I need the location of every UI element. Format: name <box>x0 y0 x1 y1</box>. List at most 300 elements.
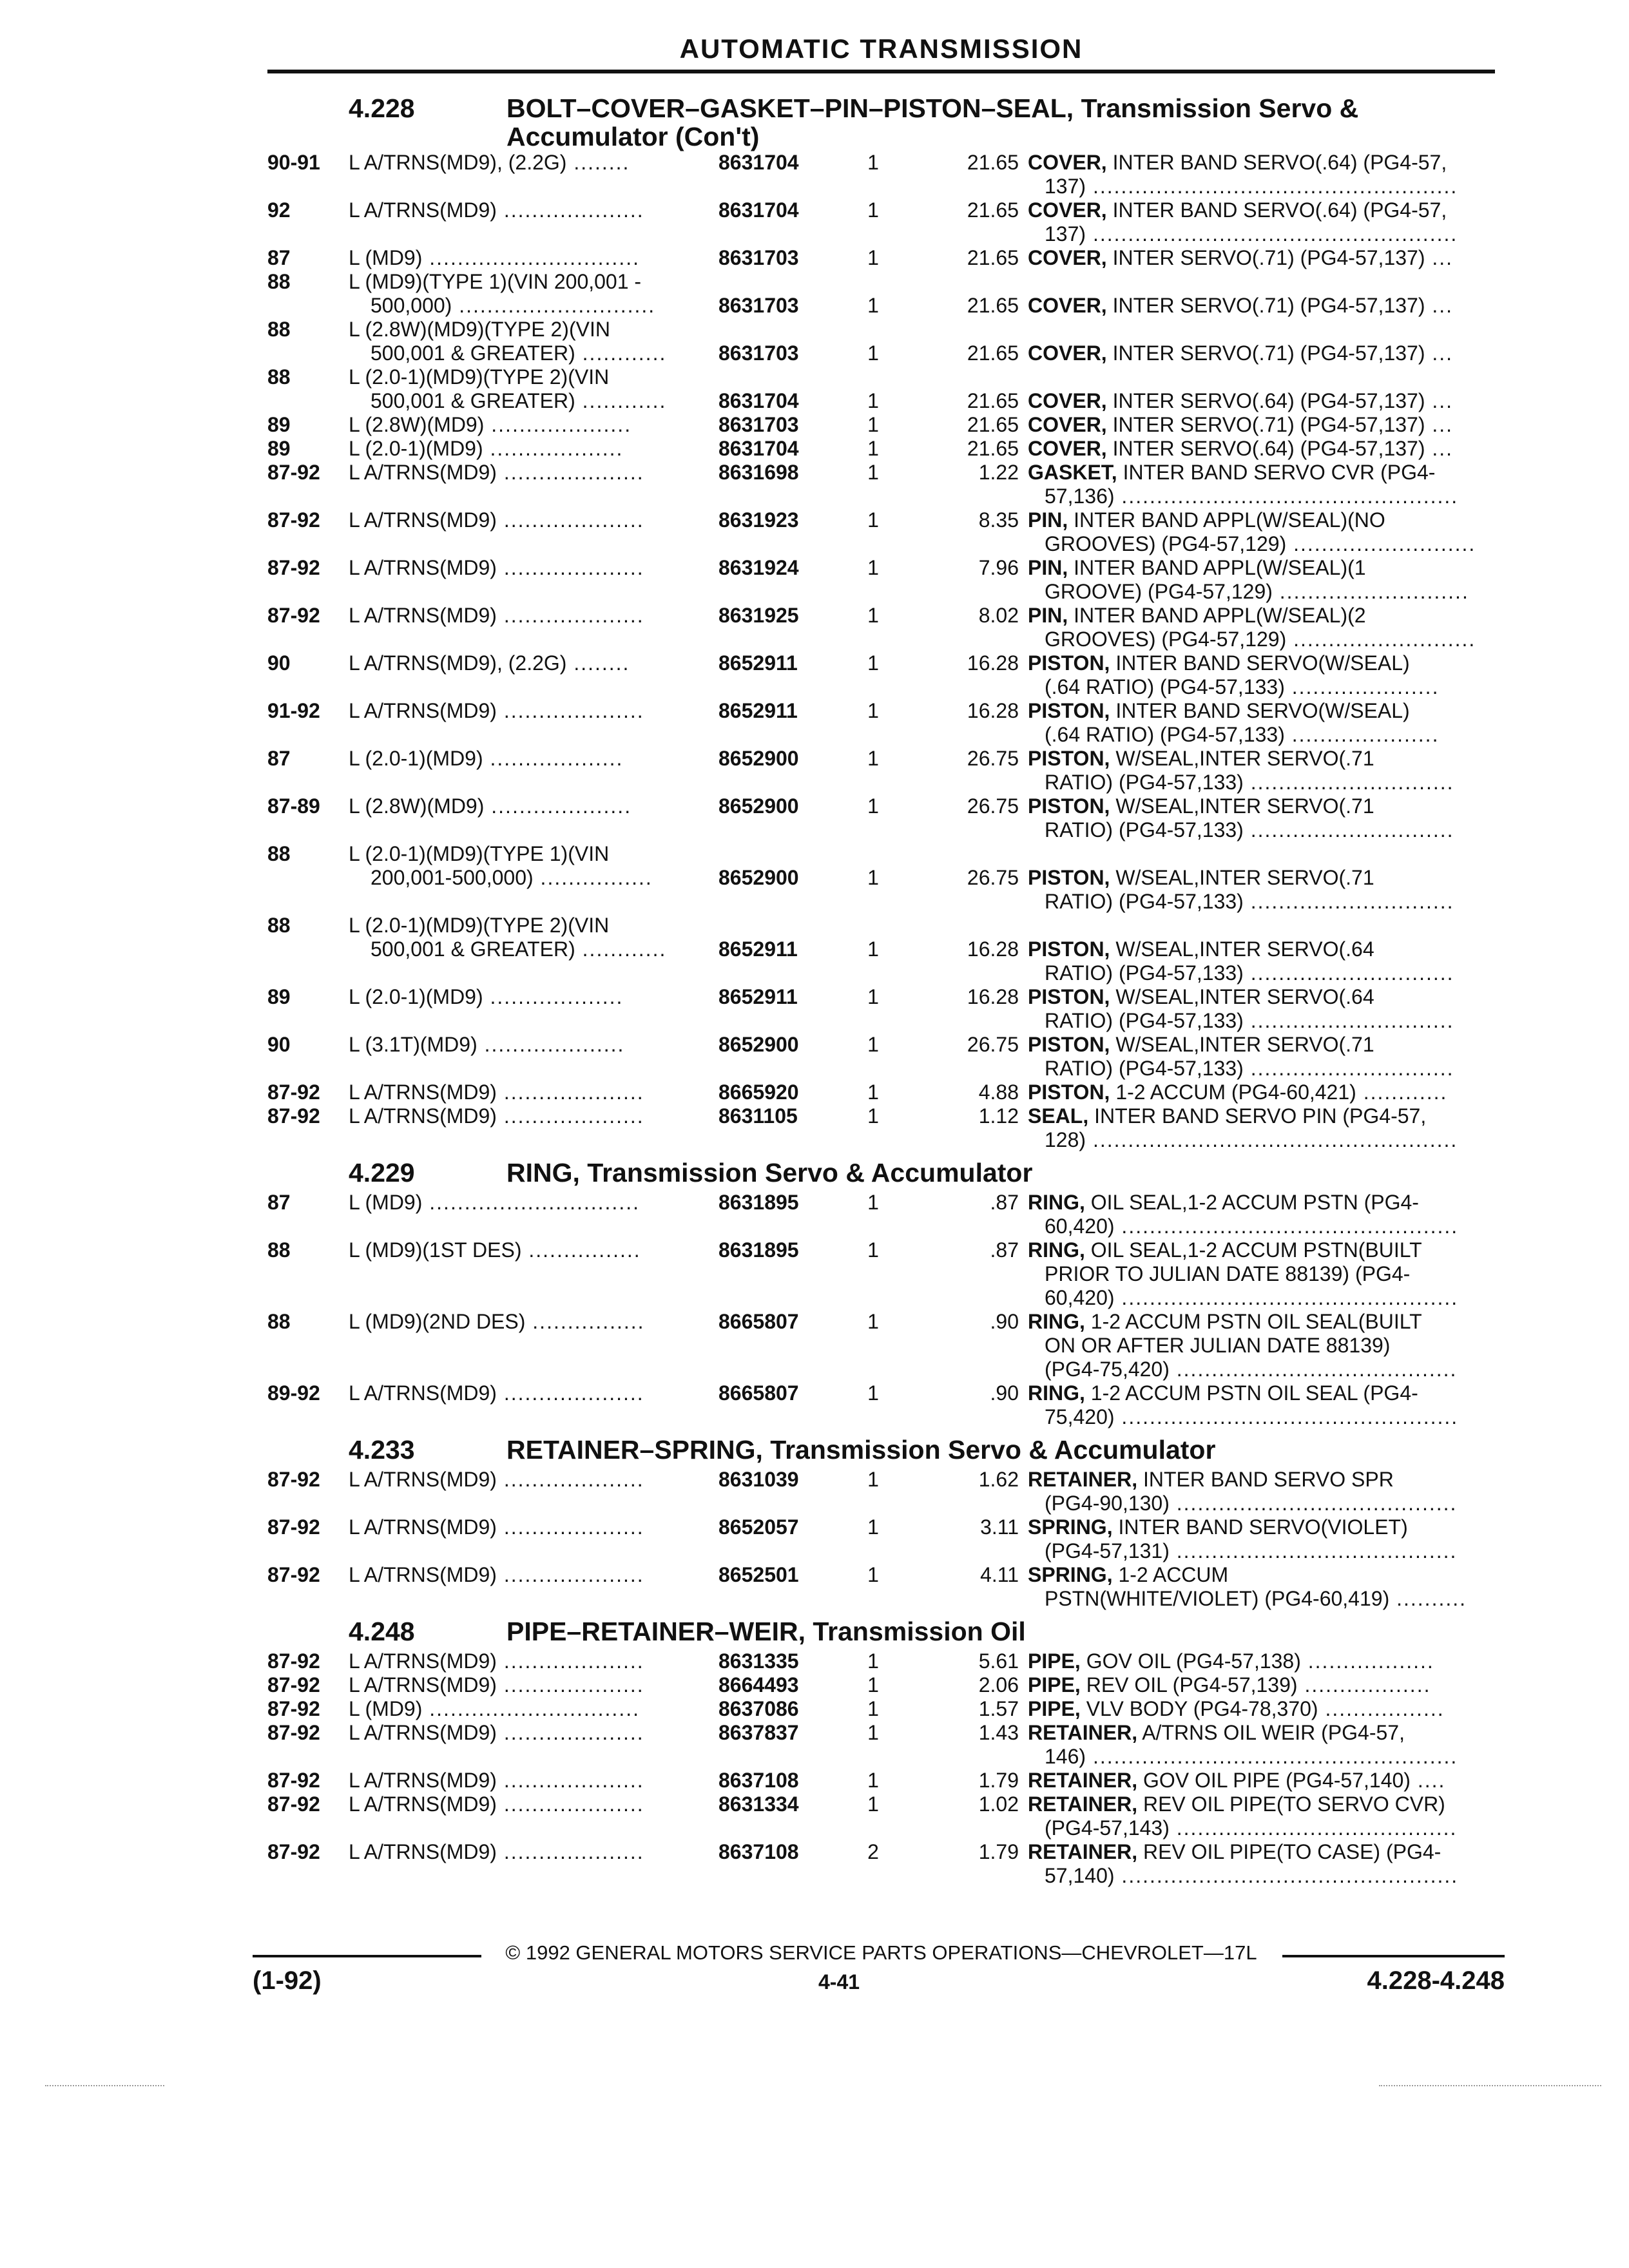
application-description <box>349 1515 941 1539</box>
part-row <box>267 1081 1505 1104</box>
price: .90 <box>990 1381 1019 1405</box>
quantity: 1 <box>867 413 879 436</box>
leader-dots: ................... <box>483 747 624 770</box>
section-heading <box>267 1617 1505 1646</box>
price: 21.65 <box>967 294 1019 317</box>
part-number: 8637837 <box>718 1721 799 1744</box>
quantity: 1 <box>867 151 879 174</box>
model-year: 88 <box>267 1310 291 1333</box>
model-year: 88 <box>267 842 291 865</box>
leader-dots: ..................... <box>1284 723 1440 746</box>
application-line: L (MD9)(1ST DES) ................ <box>349 1238 641 1262</box>
part-name-line: (.64 RATIO) (PG4-57,133) ..................... <box>1045 723 1440 746</box>
part-number: 8652911 <box>718 651 798 675</box>
leader-dots: ................................................ <box>1114 1405 1459 1428</box>
part-number: 8631704 <box>718 198 799 222</box>
leader-dots: .................................................... <box>1086 222 1458 245</box>
footer-page-number: 4-41 <box>818 1970 860 1994</box>
part-name-line: 137) .................................................... <box>1045 222 1458 245</box>
leader-dots: ................................................ <box>1114 1286 1459 1309</box>
application-line: L A/TRNS(MD9) .................... <box>349 1721 644 1744</box>
model-year: 89 <box>267 985 291 1008</box>
part-row <box>267 1697 1505 1721</box>
application-description <box>349 1697 941 1721</box>
quantity: 1 <box>867 246 879 269</box>
application-line: L (2.8W)(MD9) .................... <box>349 794 632 818</box>
part-row <box>267 246 1505 270</box>
part-name-line: PIPE, REV OIL (PG4-57,139) .................. <box>1028 1673 1431 1696</box>
price: 16.28 <box>967 937 1019 961</box>
leader-dots: ................................................ <box>1114 485 1459 508</box>
leader-dots: ........ <box>566 151 630 174</box>
leader-dots: .................... <box>496 1468 644 1491</box>
section-title-text <box>506 1158 1505 1187</box>
price: 2.06 <box>978 1673 1019 1696</box>
application-description <box>349 1673 941 1697</box>
application-line: L A/TRNS(MD9) .................... <box>349 461 644 484</box>
part-number: 8631704 <box>718 389 799 412</box>
part-name-line: RATIO) (PG4-57,133) ............................. <box>1045 1009 1454 1032</box>
application-line: L (MD9) .............................. <box>349 1191 640 1214</box>
part-row <box>267 437 1505 461</box>
price: 21.65 <box>967 413 1019 436</box>
part-name-line: GROOVE) (PG4-57,129) ........................... <box>1045 580 1469 603</box>
part-name <box>1028 270 1505 318</box>
quantity: 1 <box>867 1310 879 1333</box>
leader-dots: ..................... <box>1284 675 1440 698</box>
part-name-line: RATIO) (PG4-57,133) ............................. <box>1045 771 1454 794</box>
application-line: L A/TRNS(MD9) .................... <box>349 556 644 579</box>
leader-dots: .......... <box>1389 1587 1467 1610</box>
part-name-line: 146) .................................................... <box>1045 1745 1458 1768</box>
model-year: 87-92 <box>267 1769 320 1792</box>
part-name-line: 75,420) ................................................ <box>1045 1405 1459 1428</box>
application-description <box>349 1468 941 1492</box>
application-line: L (2.0-1)(MD9)(TYPE 2)(VIN <box>349 365 610 389</box>
price: 1.22 <box>978 461 1019 484</box>
leader-dots: ............ <box>575 341 667 365</box>
part-row <box>267 151 1505 198</box>
model-year: 87-92 <box>267 1792 320 1816</box>
leader-dots: ............................. <box>1243 1009 1454 1032</box>
quantity: 1 <box>867 747 879 770</box>
part-number: 8631895 <box>718 1238 799 1262</box>
section-title-bold: RING, Transmission Servo & Accumulator <box>506 1158 1033 1187</box>
application-line: L A/TRNS(MD9) .................... <box>349 1649 644 1673</box>
part-number: 8665807 <box>718 1310 799 1333</box>
application-description <box>349 1721 941 1745</box>
part-number: 8652900 <box>718 866 799 889</box>
model-year: 92 <box>267 198 291 222</box>
part-name-line: GASKET, INTER BAND SERVO CVR (PG4- <box>1028 461 1436 484</box>
part-name-line: PIPE, GOV OIL (PG4-57,138) .................. <box>1028 1649 1434 1673</box>
part-name-line: GROOVES) (PG4-57,129) .......................... <box>1045 628 1476 651</box>
scan-artifact-left <box>45 2085 164 2088</box>
application-description <box>349 1769 941 1792</box>
part-row <box>267 318 1505 365</box>
part-name <box>1028 1792 1505 1840</box>
part-name-line: PIN, INTER BAND APPL(W/SEAL)(2 <box>1028 604 1366 627</box>
part-row <box>267 1515 1505 1563</box>
price: 4.88 <box>978 1081 1019 1104</box>
part-number: 8664493 <box>718 1673 799 1696</box>
leader-dots: .................... <box>496 461 644 484</box>
leader-dots: .... <box>1410 1769 1446 1792</box>
part-name <box>1028 556 1505 604</box>
part-row <box>267 1310 1505 1381</box>
part-number: 8631703 <box>718 246 799 269</box>
quantity: 1 <box>867 699 879 722</box>
leader-dots: ................................................ <box>1114 1864 1459 1887</box>
price: 21.65 <box>967 341 1019 365</box>
part-name-line: 57,136) ................................................ <box>1045 485 1459 508</box>
leader-dots: .................... <box>496 198 644 222</box>
part-name-line: 60,420) ................................................ <box>1045 1286 1459 1309</box>
quantity: 1 <box>867 794 879 818</box>
part-name-line: PISTON, W/SEAL,INTER SERVO(.71 <box>1028 794 1374 818</box>
part-number: 8665920 <box>718 1081 799 1104</box>
quantity: 1 <box>867 437 879 460</box>
part-name-line: 137) .................................................... <box>1045 175 1458 198</box>
leader-dots: ............ <box>575 937 667 961</box>
quantity: 1 <box>867 1697 879 1720</box>
model-year: 87 <box>267 246 291 269</box>
price: 8.02 <box>978 604 1019 627</box>
part-name <box>1028 461 1505 508</box>
part-row <box>267 842 1505 914</box>
quantity: 1 <box>867 1769 879 1792</box>
leader-dots: .............................. <box>422 1191 640 1214</box>
model-year: 87-92 <box>267 461 320 484</box>
quantity: 1 <box>867 1468 879 1491</box>
application-description <box>349 461 941 485</box>
part-number: 8631704 <box>718 151 799 174</box>
application-description <box>349 1381 941 1405</box>
part-name-line: COVER, INTER BAND SERVO(.64) (PG4-57, <box>1028 198 1447 222</box>
application-line: L A/TRNS(MD9) .................... <box>349 1104 644 1128</box>
leader-dots: ... <box>1425 437 1454 460</box>
application-line: L (2.0-1)(MD9) ................... <box>349 747 624 770</box>
price: 21.65 <box>967 198 1019 222</box>
application-description <box>349 1238 941 1262</box>
leader-dots: ... <box>1425 413 1454 436</box>
part-name-line: (PG4-90,130) ........................................ <box>1045 1492 1458 1515</box>
application-line: L A/TRNS(MD9) .................... <box>349 604 644 627</box>
quantity: 1 <box>867 866 879 889</box>
application-line: L (2.0-1)(MD9) ................... <box>349 437 624 460</box>
part-name-line: PIPE, VLV BODY (PG4-78,370) ................. <box>1028 1697 1445 1720</box>
price: 1.79 <box>978 1840 1019 1863</box>
part-name <box>1028 985 1505 1033</box>
price: 21.65 <box>967 151 1019 174</box>
part-name <box>1028 1769 1505 1792</box>
part-number: 8652911 <box>718 699 798 722</box>
part-number: 8637108 <box>718 1769 799 1792</box>
price: 8.35 <box>978 508 1019 532</box>
application-line: L A/TRNS(MD9) .................... <box>349 699 644 722</box>
price: 1.57 <box>978 1697 1019 1720</box>
part-name-line <box>1028 318 1505 341</box>
model-year: 89 <box>267 437 291 460</box>
parts-listing <box>267 88 1505 1888</box>
application-description <box>349 1104 941 1128</box>
part-name-line: PISTON, W/SEAL,INTER SERVO(.64 <box>1028 985 1374 1008</box>
price: 26.75 <box>967 866 1019 889</box>
application-line: L A/TRNS(MD9) .................... <box>349 1792 644 1816</box>
application-line: L A/TRNS(MD9) .................... <box>349 198 644 222</box>
application-description <box>349 365 941 413</box>
price: .87 <box>990 1238 1019 1262</box>
part-number: 8652911 <box>718 985 798 1008</box>
leader-dots: ............................. <box>1243 818 1454 841</box>
part-row <box>267 461 1505 508</box>
application-description <box>349 699 941 723</box>
leader-dots: ................... <box>483 985 624 1008</box>
price: 4.11 <box>980 1563 1019 1586</box>
leader-dots: ............................. <box>1243 890 1454 913</box>
part-name <box>1028 914 1505 985</box>
part-name-line: COVER, INTER SERVO(.71) (PG4-57,137) ... <box>1028 294 1454 317</box>
leader-dots: ............................ <box>452 294 656 317</box>
leader-dots: .................... <box>496 508 644 532</box>
quantity: 1 <box>867 1673 879 1696</box>
part-number: 8652911 <box>718 937 798 961</box>
section-heading <box>267 93 1505 151</box>
price: 21.65 <box>967 437 1019 460</box>
model-year: 88 <box>267 365 291 389</box>
part-name-line: PISTON, W/SEAL,INTER SERVO(.64 <box>1028 937 1374 961</box>
part-name-line: RETAINER, REV OIL PIPE(TO CASE) (PG4- <box>1028 1840 1441 1863</box>
quantity: 1 <box>867 1792 879 1816</box>
leader-dots: .................... <box>496 1721 644 1744</box>
application-line: L A/TRNS(MD9) .................... <box>349 1081 644 1104</box>
quantity: 1 <box>867 508 879 532</box>
leader-dots: ... <box>1425 294 1454 317</box>
model-year: 91-92 <box>267 699 320 722</box>
part-name <box>1028 699 1505 747</box>
part-name <box>1028 1697 1505 1721</box>
price: 1.79 <box>978 1769 1019 1792</box>
quantity: 1 <box>867 1563 879 1586</box>
leader-dots: ................. <box>1318 1697 1445 1720</box>
part-number: 8652057 <box>718 1515 799 1539</box>
part-number: 8631704 <box>718 437 799 460</box>
price: 16.28 <box>967 651 1019 675</box>
part-name <box>1028 1468 1505 1515</box>
part-name-line: RING, OIL SEAL,1-2 ACCUM PSTN(BUILT <box>1028 1238 1422 1262</box>
part-name-line: PISTON, INTER BAND SERVO(W/SEAL) <box>1028 651 1410 675</box>
application-line: L A/TRNS(MD9) .................... <box>349 1563 644 1586</box>
model-year: 89-92 <box>267 1381 320 1405</box>
part-row <box>267 604 1505 651</box>
application-line: L (MD9)(2ND DES) ................ <box>349 1310 645 1333</box>
application-line: L (2.0-1)(MD9)(TYPE 1)(VIN <box>349 842 610 865</box>
part-name-line: 128) .................................................... <box>1045 1128 1458 1151</box>
leader-dots: .................... <box>496 1563 644 1586</box>
part-name-line: PRIOR TO JULIAN DATE 88139) (PG4- <box>1045 1262 1411 1285</box>
leader-dots: ........................................ <box>1169 1539 1458 1562</box>
page-header-title: AUTOMATIC TRANSMISSION <box>679 34 1083 64</box>
part-name <box>1028 604 1505 651</box>
part-name <box>1028 1563 1505 1611</box>
application-description <box>349 246 941 270</box>
part-name-line: (PG4-57,131) ........................................ <box>1045 1539 1458 1562</box>
section-number: 4.233 <box>349 1435 415 1465</box>
part-row <box>267 699 1505 747</box>
model-year: 87-92 <box>267 1840 320 1863</box>
part-name <box>1028 151 1505 198</box>
application-description <box>349 1649 941 1673</box>
part-name <box>1028 747 1505 794</box>
part-number: 8631703 <box>718 413 799 436</box>
part-row <box>267 198 1505 246</box>
price: 26.75 <box>967 794 1019 818</box>
part-row <box>267 270 1505 318</box>
application-description <box>349 1310 941 1334</box>
application-line: L (MD9) .............................. <box>349 1697 640 1720</box>
application-description <box>349 985 941 1009</box>
section-title-text <box>506 94 1505 151</box>
part-name <box>1028 1381 1505 1429</box>
model-year: 87-92 <box>267 1673 320 1696</box>
part-name-line: RATIO) (PG4-57,133) ............................. <box>1045 818 1454 841</box>
part-name-line: (.64 RATIO) (PG4-57,133) ..................... <box>1045 675 1440 698</box>
part-row <box>267 1649 1505 1673</box>
part-name <box>1028 1515 1505 1563</box>
part-number: 8665807 <box>718 1381 799 1405</box>
part-name-line: RETAINER, A/TRNS OIL WEIR (PG4-57, <box>1028 1721 1405 1744</box>
leader-dots: ........................................ <box>1169 1816 1458 1840</box>
model-year: 90 <box>267 1033 291 1056</box>
part-number: 8637108 <box>718 1840 799 1863</box>
part-number: 8631039 <box>718 1468 799 1491</box>
part-name <box>1028 1191 1505 1238</box>
part-name-line: RETAINER, REV OIL PIPE(TO SERVO CVR) <box>1028 1792 1445 1816</box>
application-description <box>349 318 941 365</box>
footer-rule-right <box>1282 1955 1505 1957</box>
leader-dots: .................. <box>1300 1649 1434 1673</box>
part-name-line <box>1028 365 1505 389</box>
application-line: 500,001 & GREATER) ............ <box>371 389 667 412</box>
price: 16.28 <box>967 699 1019 722</box>
header-rule <box>267 70 1495 73</box>
application-description <box>349 508 941 532</box>
leader-dots: .................................................... <box>1086 1745 1458 1768</box>
part-name <box>1028 198 1505 246</box>
part-name <box>1028 1721 1505 1769</box>
leader-dots: ........................... <box>1272 580 1469 603</box>
part-name <box>1028 651 1505 699</box>
leader-dots: ........................................ <box>1169 1492 1458 1515</box>
application-description <box>349 437 941 461</box>
application-description <box>349 198 941 222</box>
part-row <box>267 914 1505 985</box>
section-number: 4.229 <box>349 1158 415 1187</box>
part-number: 8631698 <box>718 461 799 484</box>
application-description <box>349 1191 941 1215</box>
part-name-line: RING, 1-2 ACCUM PSTN OIL SEAL(BUILT <box>1028 1310 1422 1333</box>
footer-date-code: (1-92) <box>253 1966 322 1995</box>
quantity: 1 <box>867 294 879 317</box>
part-number: 8631703 <box>718 294 799 317</box>
application-description <box>349 556 941 580</box>
section-heading <box>267 1158 1505 1187</box>
part-name-line: (PG4-75,420) ........................................ <box>1045 1358 1458 1381</box>
footer-rule-left <box>253 1955 481 1957</box>
quantity: 1 <box>867 556 879 579</box>
leader-dots: .................... <box>496 1515 644 1539</box>
application-line: L A/TRNS(MD9) .................... <box>349 1381 644 1405</box>
part-number: 8631925 <box>718 604 799 627</box>
part-name-line: GROOVES) (PG4-57,129) .......................... <box>1045 532 1476 555</box>
model-year: 87-92 <box>267 1697 320 1720</box>
leader-dots: .................................................... <box>1086 175 1458 198</box>
part-number: 8631895 <box>718 1191 799 1214</box>
quantity: 1 <box>867 651 879 675</box>
quantity: 1 <box>867 461 879 484</box>
model-year: 89 <box>267 413 291 436</box>
model-year: 87-92 <box>267 604 320 627</box>
part-number: 8652501 <box>718 1563 799 1586</box>
leader-dots: ........................................ <box>1169 1358 1458 1381</box>
part-name-line: COVER, INTER SERVO(.71) (PG4-57,137) ... <box>1028 413 1454 436</box>
model-year: 87-92 <box>267 1081 320 1104</box>
application-description <box>349 151 941 175</box>
part-name-line: PISTON, W/SEAL,INTER SERVO(.71 <box>1028 747 1374 770</box>
application-description <box>349 270 941 318</box>
leader-dots: ................ <box>525 1310 645 1333</box>
section-title-bold: BOLT–COVER–GASKET–PIN–PISTON–SEAL, <box>506 93 1074 123</box>
part-name-line: RATIO) (PG4-57,133) ............................. <box>1045 890 1454 913</box>
leader-dots: .................... <box>484 413 632 436</box>
part-name <box>1028 1104 1505 1152</box>
part-name-line: PSTN(WHITE/VIOLET) (PG4-60,419) .......... <box>1045 1587 1467 1610</box>
leader-dots: ............................. <box>1243 771 1454 794</box>
part-row <box>267 1721 1505 1769</box>
leader-dots: ... <box>1425 246 1454 269</box>
part-name <box>1028 413 1505 437</box>
part-name-line <box>1028 914 1505 937</box>
price: .87 <box>990 1191 1019 1214</box>
application-line: L A/TRNS(MD9), (2.2G) ........ <box>349 151 630 174</box>
application-line: L A/TRNS(MD9) .................... <box>349 1515 644 1539</box>
part-row <box>267 508 1505 556</box>
application-line: L A/TRNS(MD9) .................... <box>349 508 644 532</box>
part-row <box>267 747 1505 794</box>
part-number: 8631923 <box>718 508 799 532</box>
leader-dots: .................... <box>496 1104 644 1128</box>
part-name-line <box>1028 842 1505 866</box>
part-number: 8652900 <box>718 794 799 818</box>
model-year: 88 <box>267 318 291 341</box>
application-line: L A/TRNS(MD9), (2.2G) ........ <box>349 651 630 675</box>
part-name <box>1028 246 1505 270</box>
quantity: 1 <box>867 1191 879 1214</box>
part-name-line: COVER, INTER SERVO(.64) (PG4-57,137) ... <box>1028 437 1454 460</box>
part-name <box>1028 1673 1505 1697</box>
application-description <box>349 413 941 437</box>
model-year: 87-92 <box>267 556 320 579</box>
application-description <box>349 651 941 675</box>
part-name <box>1028 1310 1505 1381</box>
price: .90 <box>990 1310 1019 1333</box>
application-line: L (2.0-1)(MD9)(TYPE 2)(VIN <box>349 914 610 937</box>
part-row <box>267 1381 1505 1429</box>
part-row <box>267 365 1505 413</box>
application-line: 200,001-500,000) ................ <box>371 866 653 889</box>
model-year: 87-92 <box>267 1104 320 1128</box>
price: 5.61 <box>978 1649 1019 1673</box>
